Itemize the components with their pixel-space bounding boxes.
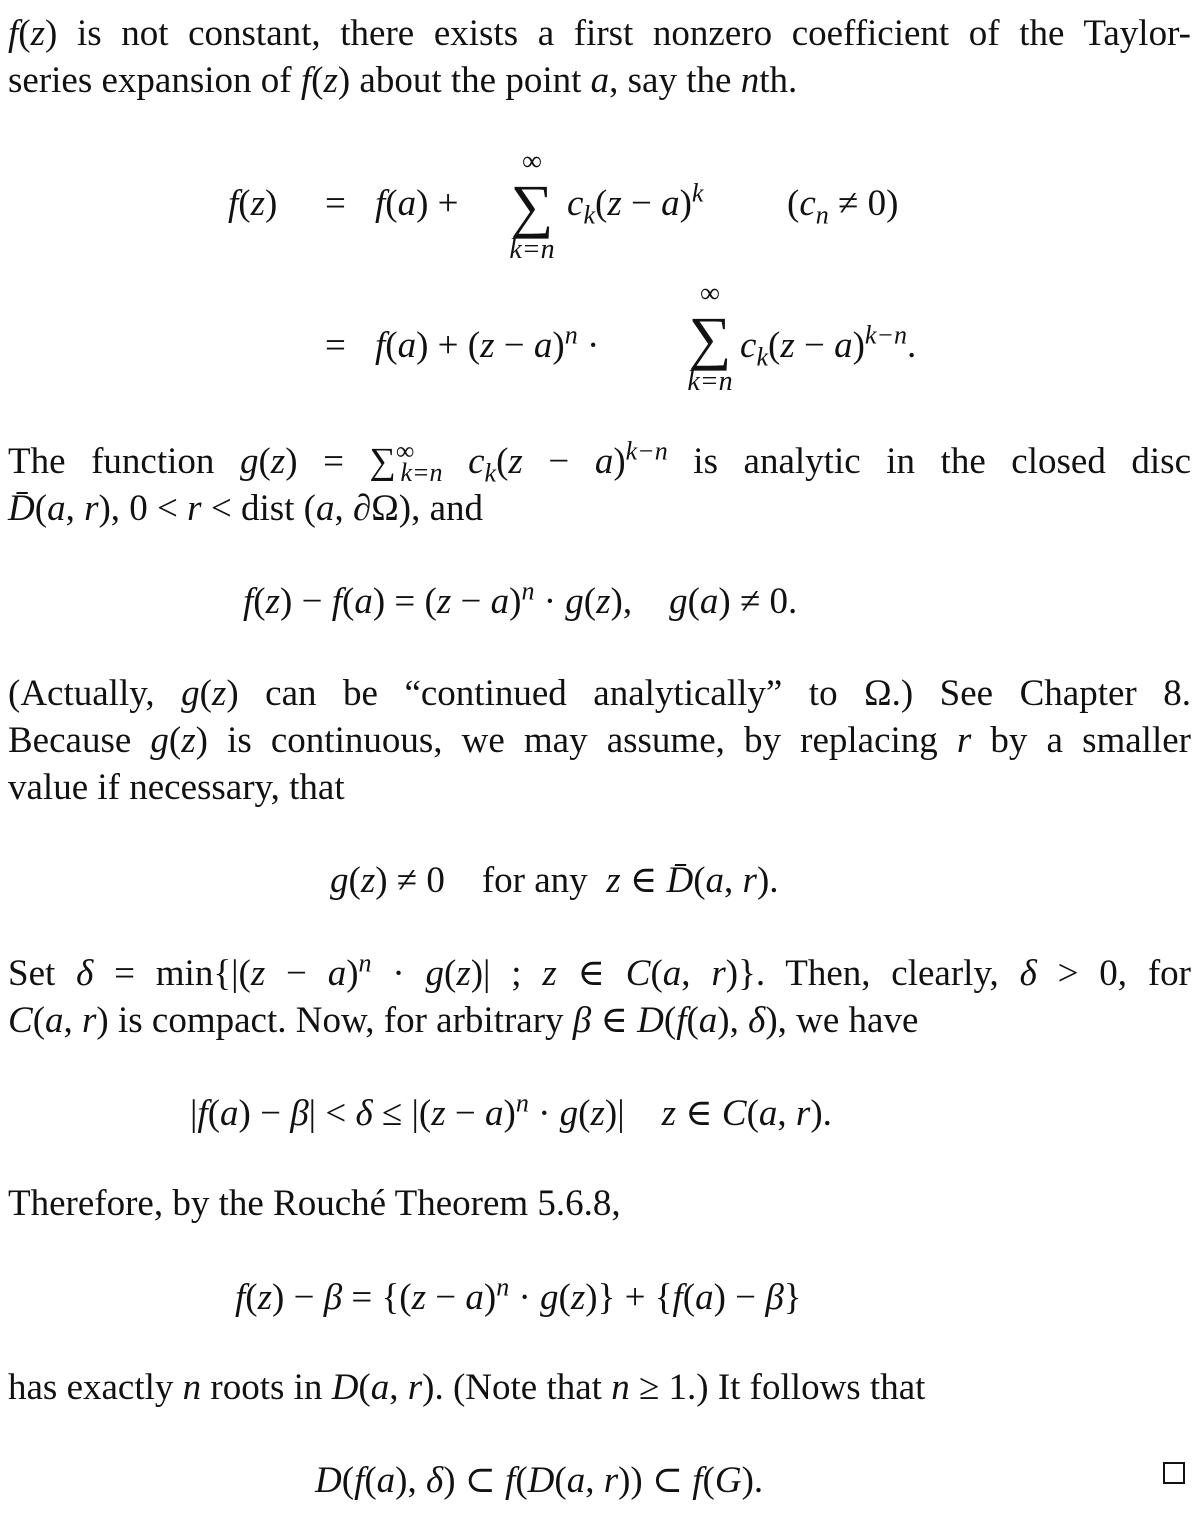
eq2-rhs-post: $c_k(z - a)^{k-n}$. xyxy=(740,320,917,372)
eq7: D(f(a), δ) ⊂ f(D(a, r)) ⊂ f(G). xyxy=(315,1460,764,1501)
eq2-equals: = xyxy=(325,325,346,366)
qed-box-icon xyxy=(1163,1462,1185,1484)
eq1-lhs: f(z) xyxy=(228,183,278,224)
paragraph-2-line-1: The function $g(z) = \sum^\infty_{k=n}$ $c_k(z - a)^{k-n}$ is analytic in the closed disc xyxy=(8,436,1191,488)
eq2-sum-bottom: k=n xyxy=(687,366,733,397)
paragraph-6: has exactly n roots in D(a, r). (Note that n ≥ 1.) It follows that xyxy=(8,1367,926,1408)
eq1-sum-sign: ∑ xyxy=(510,173,554,239)
eq1-rhs-post: $c_k(z - a)^k$ xyxy=(567,178,704,230)
eq6: $f(z) - \beta = \{(z - a)^n \cdot g(z)\} + \{f(a) - \beta\}$ xyxy=(235,1272,802,1318)
paragraph-4-line-2: C(a, r) is compact. Now, for arbitrary β ∈ D(f(a), δ), we have xyxy=(8,1000,919,1041)
paragraph-4-line-1: Set $\delta = \min\{|(z - a)^n \cdot g(z)|$ ; z ∈ C(a, r)}. Then, clearly, δ > 0, for xyxy=(8,948,1191,994)
paragraph-3-line-1: (Actually, g(z) can be “continued analytically” to Ω.) See Chapter 8. xyxy=(8,673,1191,714)
eq2-rhs-pre: $f(a) + (z - a)^n$ · xyxy=(375,320,600,366)
paragraph-2-line-2: D̄(a, r), 0 < r < dist (a, ∂Ω), and xyxy=(8,488,484,529)
paragraph-1-line-2: series expansion of f(z) about the point a, say the nth. xyxy=(8,60,798,101)
eq3: $f(z) - f(a) = (z - a)^n \cdot g(z)$, g(a) ≠ 0. xyxy=(243,576,798,622)
eq5: $|f(a) - \beta| < \delta \le |(z - a)^n \cdot g(z)|$ z ∈ C(a, r). xyxy=(190,1088,832,1134)
paragraph-5: Therefore, by the Rouché Theorem 5.6.8, xyxy=(8,1183,621,1224)
eq1-sum-top: ∞ xyxy=(522,146,542,177)
eq1-sum xyxy=(492,148,572,264)
eq1-sum-bottom: k=n xyxy=(509,234,555,265)
eq4: g(z) ≠ 0 for any z ∈ D̄(a, r). xyxy=(330,860,779,901)
eq2-sum-sign: ∑ xyxy=(688,305,732,371)
eq2-sum xyxy=(670,280,750,396)
eq2-sum-top: ∞ xyxy=(700,278,720,309)
eq1-condition: $(c_n \ne 0)$ xyxy=(787,183,899,230)
paragraph-1-line-1: f(z) is not constant, there exists a first nonzero coefficient of the Taylor- xyxy=(8,13,1191,54)
paragraph-3-line-3: value if necessary, that xyxy=(8,767,345,808)
eq1-equals: = xyxy=(325,183,346,224)
eq1-rhs-pre: f(a) + xyxy=(375,183,459,224)
paragraph-3-line-2: Because g(z) is continuous, we may assume, by replacing r by a smaller xyxy=(8,720,1191,761)
